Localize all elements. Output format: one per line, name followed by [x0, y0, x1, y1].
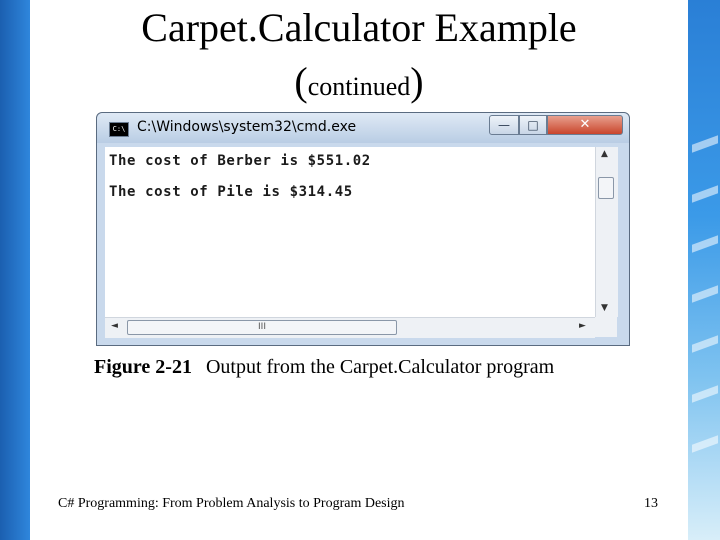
cmd-icon: C:\	[109, 122, 129, 137]
footer-text: C# Programming: From Problem Analysis to Program Design	[58, 496, 405, 511]
paren-open: (	[294, 59, 308, 104]
slide-subtitle	[30, 58, 688, 111]
slide	[30, 0, 688, 540]
scroll-down-icon[interactable]: ▼	[601, 303, 608, 313]
figure-text: Output from the Carpet.Calculator program	[205, 356, 555, 378]
scrollbar-corner	[595, 317, 617, 337]
background-left	[0, 0, 30, 540]
background-right-decoration	[688, 0, 720, 540]
vertical-scroll-thumb[interactable]	[598, 177, 614, 199]
console-line: The cost of Berber is $551.02	[109, 153, 371, 169]
cmd-window	[96, 112, 630, 346]
scroll-right-icon[interactable]: ►	[579, 321, 586, 331]
slide-title: Carpet.Calculator Example	[141, 5, 577, 50]
window-title: C:\Windows\system32\cmd.exe	[137, 119, 357, 135]
vertical-scrollbar[interactable]	[595, 147, 618, 317]
horizontal-scrollbar[interactable]	[105, 317, 595, 338]
horizontal-scroll-thumb[interactable]: III	[127, 320, 397, 335]
console-output[interactable]	[105, 147, 595, 317]
figure-label: Figure 2-21	[94, 356, 192, 378]
paren-close: )	[410, 59, 424, 104]
window-titlebar[interactable]	[97, 113, 629, 143]
console-line: The cost of Pile is $314.45	[109, 184, 353, 200]
maximize-button[interactable]: □	[519, 115, 547, 135]
continued-text: continued	[307, 72, 411, 101]
minimize-button[interactable]: —	[489, 115, 519, 135]
scroll-up-icon[interactable]: ▲	[601, 149, 608, 159]
page-number: 13	[644, 496, 658, 511]
figure-caption	[94, 356, 554, 379]
scroll-left-icon[interactable]: ◄	[111, 321, 118, 331]
close-button[interactable]: ✕	[547, 115, 623, 135]
